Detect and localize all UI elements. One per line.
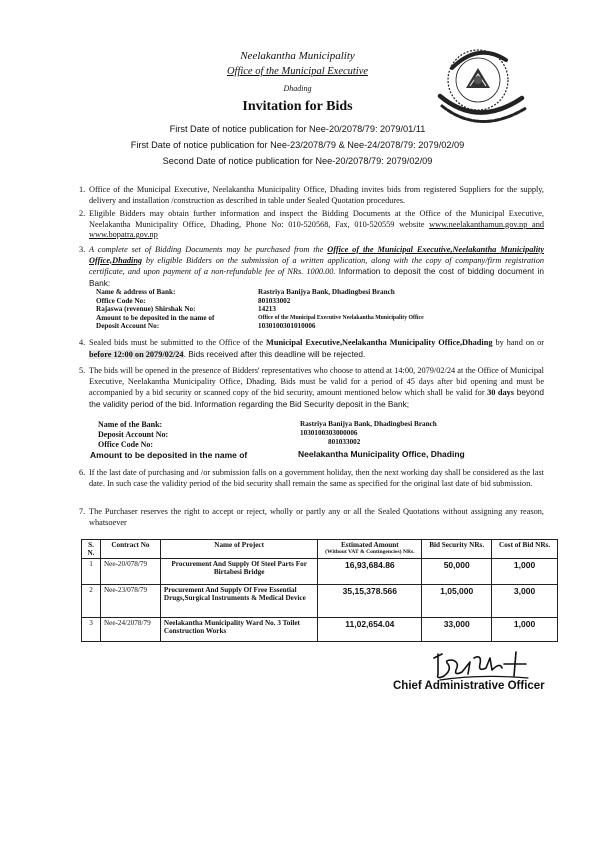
security-value: Rastriya Banijya Bank, Dhadingbesi Branch — [300, 420, 437, 428]
publication-date-2: First Date of notice publication for Nee-23/2078/79 & Nee-24/2078/79: 2079/02/09 — [130, 140, 465, 150]
deposit-label: Amount to be deposited in the name of — [90, 450, 248, 460]
col-sn: S. N. — [82, 540, 101, 559]
submission-deadline: before 12:00 on 2079/02/24 — [89, 349, 184, 359]
clause-3 — [79, 245, 545, 289]
col-cost: Cost of Bid NRs. — [492, 540, 558, 559]
cell-security: 1,05,000 — [422, 585, 492, 618]
security-bank-labels — [98, 420, 278, 450]
cell-project: Procurement And Supply Of Free Essential Drugs,Surgical Instruments & Medical Device — [160, 585, 318, 618]
cell-sn: 1 — [82, 559, 101, 585]
website-links[interactable]: www.neelakanthamun.gov.np and www.bopatra.gov.np — [89, 219, 544, 240]
cell-cost: 1,000 — [492, 559, 558, 585]
validity-days: 30 days — [487, 388, 515, 398]
clause-number: 6. — [79, 468, 86, 477]
bank-value: Office of the Municipal Executive Neelakantha Municipality Office — [258, 314, 424, 321]
clause-number: 7. — [79, 507, 86, 516]
clause-4 — [79, 338, 544, 360]
bank-info-values — [258, 288, 508, 331]
clause-text: Office of the Municipal Executive, Neelakantha Municipality Office, Dhading invites bids from registered Suppliers for the supply, delivery and installation /construction as described in table under Sealed Quotation procedures. — [89, 185, 544, 205]
clause-text: A complete set of Bidding Documents may be purchased from the — [89, 245, 328, 254]
clause-text-plain: Information to deposit the cost of bidding document in Bank: — [89, 266, 544, 288]
cell-contract: Nee-24/2078/79 — [100, 618, 160, 642]
col-amount — [318, 540, 422, 559]
clause-text: If the last date of purchasing and /or submission falls on a government holiday, then the next working day shall be considered as the last date. In such case the validity period of the bid security shall remain the same as specified for the original last date of bid submission. — [89, 468, 544, 488]
col-security: Bid Security NRs. — [422, 540, 492, 559]
security-label: Office Code No: — [98, 440, 154, 449]
cell-contract: Nee-23/078/79 — [100, 585, 160, 618]
clause-text: Eligible Bidders may obtain further information and inspect the Bidding Documents at the Office of the Municipal Executive, Neelakantha Municipality Office, Dhading, Phone No: 010-520568, Fax, 010-520559 website — [89, 209, 544, 229]
bank-label: Rajaswa (revenue) Shirshak No: — [96, 305, 196, 314]
clause-number: 5. — [79, 366, 86, 375]
clause-number: 1. — [79, 185, 86, 194]
clause-1 — [79, 185, 544, 206]
deposit-value: Neelakantha Municipality Office, Dhading — [298, 449, 465, 459]
clause-2 — [79, 209, 544, 241]
clause-number: 3. — [79, 245, 86, 254]
bank-value: 1030100301010006 — [258, 322, 316, 331]
clause-5 — [79, 366, 544, 410]
cell-amount: 16,93,684.86 — [318, 559, 422, 585]
handwritten-signature-icon — [430, 644, 540, 684]
clause-text: beyond the validity period of the bid. Information regarding the Bid Security deposit in the Bank; — [89, 387, 544, 409]
col-project: Name of Project — [160, 540, 318, 559]
clause-text: The Purchaser reserves the right to accept or reject, wholly or partly any or all the Sealed Quotations without assigning any reason, whatsoever — [89, 507, 544, 527]
bids-table — [81, 539, 558, 642]
security-value: 1030100303000006 — [300, 429, 358, 438]
cell-project: Procurement And Supply Of Steel Parts For Birtabesi Bridge — [160, 559, 318, 585]
cell-amount: 35,15,378.566 — [318, 585, 422, 618]
cell-cost: 1,000 — [492, 618, 558, 642]
bank-label: Name & address of Bank: — [96, 288, 176, 296]
bank-label: Deposit Account No: — [96, 322, 160, 331]
security-bank-values — [300, 420, 550, 448]
cell-project: Neelakantha Municipality Ward No. 3 Toilet Construction Works — [160, 618, 318, 642]
bank-value: 14213 — [258, 305, 276, 314]
table-row — [82, 618, 558, 642]
bank-info-labels — [96, 288, 256, 331]
cell-sn: 2 — [82, 585, 101, 618]
office-reference: Office of the Municipal Executive,Neelakantha Municipality Office,Dhading — [89, 245, 545, 265]
security-label: Name of the Bank: — [98, 420, 163, 429]
table-row — [82, 585, 558, 618]
clause-text: by hand on or — [492, 338, 544, 347]
submission-office: Municipal Executive,Neelakantha Municipality Office,Dhading — [266, 338, 493, 347]
clause-text-cont: by eligible Bidders on the submission of a written application, along with the copy of company/firm registration certificate, and upon payment of a non-refundable fee of NRs. 1000.00. — [89, 255, 544, 277]
cell-cost: 3,000 — [492, 585, 558, 618]
signatory-title: Chief Administrative Officer — [393, 680, 545, 692]
municipal-seal-icon — [422, 40, 534, 132]
col-amount-title: Estimated Amount — [340, 541, 399, 549]
publication-date-3: Second Date of notice publication for Nee-20/2078/79: 2079/02/09 — [162, 156, 433, 166]
bank-label: Office Code No: — [96, 296, 146, 305]
cell-contract: Nee-20/078/79 — [100, 559, 160, 585]
cell-amount: 11,02,654.04 — [318, 618, 422, 642]
col-contract: Contract No — [100, 540, 160, 559]
publication-date-1: First Date of notice publication for Nee-20/2078/79: 2079/01/11 — [169, 124, 426, 134]
clause-6 — [79, 468, 544, 489]
security-label: Deposit Account No: — [98, 430, 169, 439]
clause-number: 2. — [79, 209, 86, 218]
clause-number: 4. — [79, 338, 86, 347]
clause-7 — [79, 507, 544, 528]
bank-label: Amount to be deposited in the name of — [96, 313, 215, 322]
security-value: 801033002 — [328, 438, 361, 447]
col-amount-note: (Without VAT & Contingencies) NRs. — [325, 549, 415, 555]
district-name: Dhading — [283, 84, 312, 93]
clause-text: Sealed bids must be submitted to the Office of the — [89, 338, 266, 347]
clause-text: The bids will be opened in the presence of Bidders' representatives who choose to attend at 14:00, 2079/02/24 at the Office of Municipal Executive, Neelakantha Municipality Office, Dhading. Bids must be valid for a period of 45 days after bid opening and must be accompanied by a bid security or scanned copy of the bid security, amount mentioned below which shall be valid for — [89, 366, 544, 398]
table-header-row — [82, 540, 558, 559]
municipality-name: Neelakantha Municipality — [240, 50, 355, 62]
clause-text: . Bids received after this deadline will be rejected. — [183, 348, 366, 359]
table-row — [82, 559, 558, 585]
cell-security: 33,000 — [422, 618, 492, 642]
bank-value: 801033002 — [258, 296, 291, 305]
cell-sn: 3 — [82, 618, 101, 642]
cell-security: 50,000 — [422, 559, 492, 585]
bank-value: Rastriya Banijya Bank, Dhadingbesi Branch — [258, 288, 395, 296]
office-name: Office of the Municipal Executive — [226, 66, 369, 77]
page-title: Invitation for Bids — [242, 99, 353, 114]
